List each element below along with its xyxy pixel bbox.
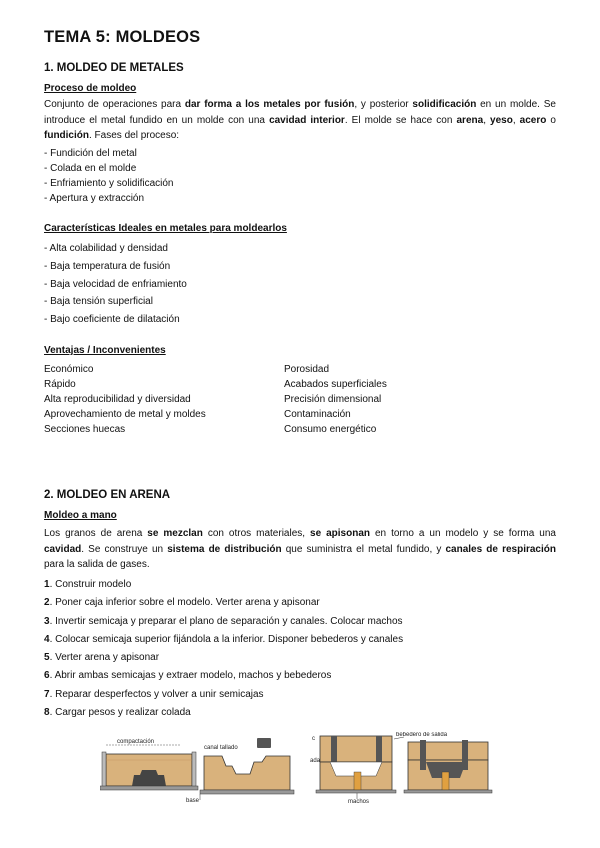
list-item: Rápido bbox=[44, 379, 76, 390]
list-item: - Fundición del metal bbox=[44, 148, 137, 159]
step-item: 8. Cargar pesos y realizar colada bbox=[44, 707, 191, 719]
figure-canal-tallado bbox=[186, 738, 294, 804]
section-1-heading: 1. MOLDEO DE METALES bbox=[44, 62, 184, 74]
label-compactacion: compactación bbox=[117, 739, 155, 745]
step-item: 4. Colocar semicaja superior fijándola a la inferior. Disponer bebederos y canales bbox=[44, 633, 404, 645]
list-item: Acabados superficiales bbox=[284, 379, 387, 390]
list-item: - Baja tensión superficial bbox=[44, 296, 153, 308]
label-bebedero: bebedero de salida bbox=[396, 732, 448, 738]
caracteristicas-list bbox=[44, 240, 187, 329]
list-item: Alta reproducibilidad y diversidad bbox=[44, 394, 191, 405]
moldeo-a-mano-heading: Moldeo a mano bbox=[44, 510, 117, 521]
section-2-heading: 2. MOLDEO EN ARENA bbox=[44, 489, 171, 501]
list-item: Precisión dimensional bbox=[284, 394, 382, 405]
step-item: 5. Verter arena y apisonar bbox=[44, 652, 160, 664]
list-item: - Baja temperatura de fusión bbox=[44, 260, 171, 272]
label-canal: canal tallado bbox=[204, 745, 238, 751]
moldeo-diagram bbox=[100, 732, 500, 804]
figure-colada bbox=[404, 740, 492, 793]
moldeo-figures bbox=[100, 732, 500, 804]
list-item: Porosidad bbox=[284, 364, 330, 375]
list-item: - Bajo coeficiente de dilatación bbox=[44, 314, 180, 326]
figure-compactacion bbox=[100, 739, 198, 790]
fases-list bbox=[44, 146, 174, 206]
step-item: 2. Poner caja inferior sobre el modelo. Verter arena y apisonar bbox=[44, 597, 320, 609]
step-item: 3. Invertir semicaja y preparar el plano de separación y canales. Colocar machos bbox=[44, 615, 403, 627]
ventajas-heading: Ventajas / Inconvenientes bbox=[44, 345, 166, 356]
list-item: - Alta colabilidad y densidad bbox=[44, 243, 168, 254]
list-item: - Baja velocidad de enfriamiento bbox=[44, 278, 187, 290]
moldeo-a-mano-paragraph: Los granos de arena se mezclan con otros materiales, se apisonan en torno a un modelo y se forma una cavidad. Se construye un sistema de distribución que suministra el metal fundido, y canales de respiración para la salida de gases. bbox=[44, 528, 556, 570]
page-title: TEMA 5: MOLDEOS bbox=[44, 28, 201, 46]
step-item: 1. Construir modelo bbox=[44, 579, 132, 590]
label-base: base bbox=[186, 798, 200, 804]
list-item: - Enfriamiento y solidificación bbox=[44, 178, 174, 189]
ventajas-column bbox=[44, 362, 206, 437]
list-item: Aprovechamiento de metal y moldes bbox=[44, 409, 206, 420]
proceso-heading: Proceso de moldeo bbox=[44, 83, 137, 94]
step-item: 6. Abrir ambas semicajas y extraer modelo, machos y bebederos bbox=[44, 670, 332, 682]
list-item: Económico bbox=[44, 364, 94, 375]
proceso-paragraph: Conjunto de operaciones para dar forma a los metales por fusión, y posterior solidificación en un molde. Se introduce el metal fundido en un molde con una cavidad interior. El molde se hace con arena, yeso, acero o fundición. Fases del proceso: bbox=[44, 99, 556, 141]
steps-list bbox=[44, 576, 403, 722]
label-c: c bbox=[312, 736, 315, 742]
list-item: Consumo energético bbox=[284, 424, 377, 435]
list-item: - Apertura y extracción bbox=[44, 193, 145, 204]
label-machos: machos bbox=[348, 799, 370, 804]
list-item: Contaminación bbox=[284, 409, 351, 420]
list-item: - Colada en el molde bbox=[44, 163, 137, 174]
caracteristicas-heading: Características Ideales en metales para moldearlos bbox=[44, 223, 287, 234]
step-item: 7. Reparar desperfectos y volver a unir semicajas bbox=[44, 688, 264, 700]
list-item: Secciones huecas bbox=[44, 424, 126, 435]
label-ada: ada bbox=[310, 758, 321, 764]
inconvenientes-column bbox=[284, 362, 387, 437]
